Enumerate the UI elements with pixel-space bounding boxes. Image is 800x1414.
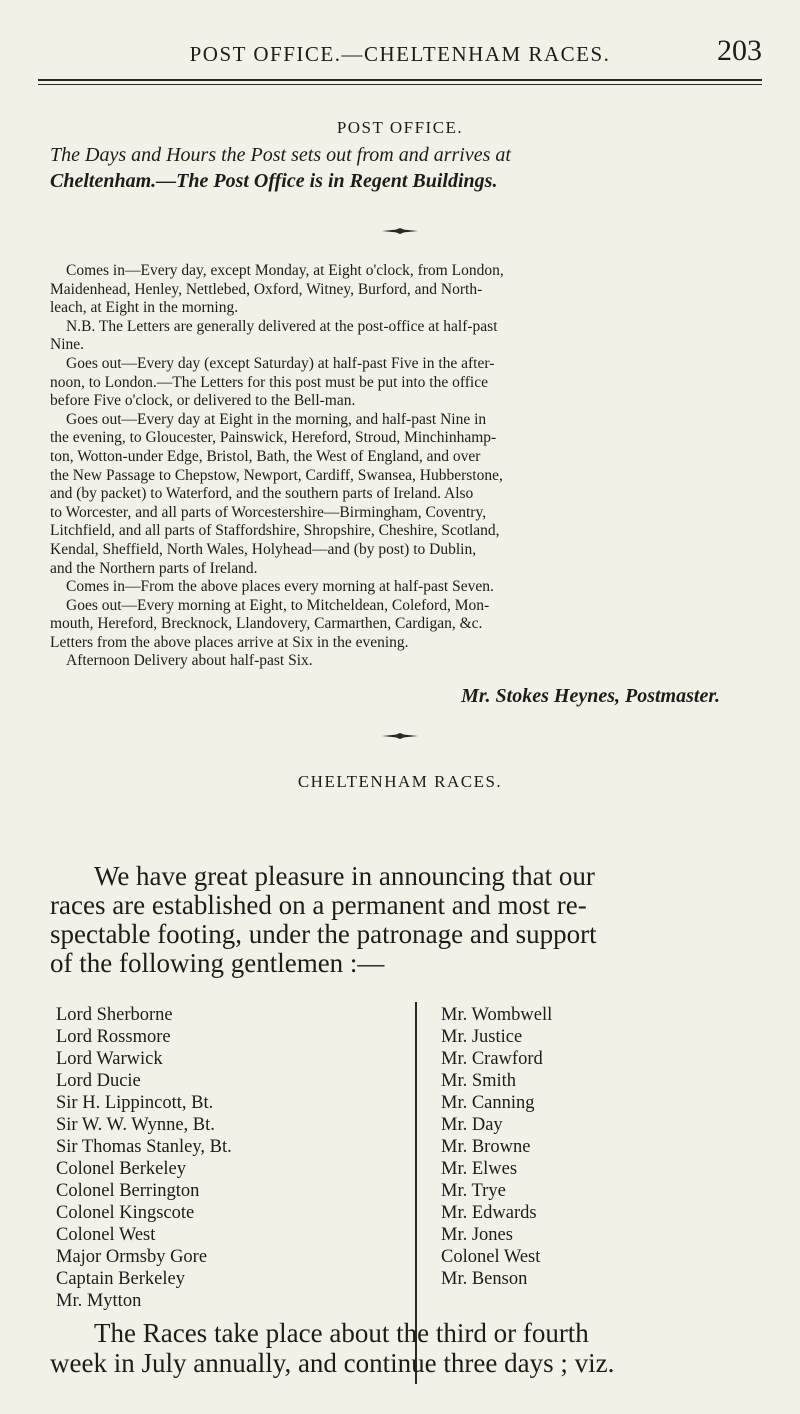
patron-name: Mr. Mytton [56,1291,142,1311]
patron-name: Captain Berkeley [56,1269,185,1289]
patron-name: Mr. Edwards [441,1203,537,1223]
schedule-line: N.B. The Letters are generally delivered at the post-office at half-past [66,317,498,335]
patron-name: Lord Sherborne [56,1005,173,1025]
announcement-line: of the following gentlemen :— [50,948,385,978]
schedule-line: the evening, to Gloucester, Painswick, Hereford, Stroud, Minchinhamp- [50,429,497,447]
patron-name: Colonel Kingscote [56,1203,195,1223]
schedule-line: the New Passage to Chepstow, Newport, Cardiff, Swansea, Hubberstone, [50,466,503,484]
announcement-line: We have great pleasure in announcing that our [94,861,595,891]
patrons-left-column [56,1004,232,1312]
schedule-line: leach, at Eight in the morning. [50,299,239,317]
patron-name: Colonel West [56,1225,156,1245]
schedule-line: Goes out—Every morning at Eight, to Mitcheldean, Coleford, Mon- [66,596,490,614]
schedule-line: and the Northern parts of Ireland. [50,559,258,577]
schedule-line: Kendal, Sheffield, North Wales, Holyhead—and (by post) to Dublin, [50,540,477,558]
patrons-right-column [441,1004,552,1290]
subtitle-line-2: Cheltenham.—The Post Office is in Regent Buildings. [50,170,498,192]
patron-name: Mr. Justice [441,1027,523,1047]
races-announcement [50,862,750,978]
schedule-line: Afternoon Delivery about half-past Six. [66,652,313,670]
post-office-schedule [50,262,750,671]
schedule-line: Maidenhead, Henley, Nettlebed, Oxford, Witney, Burford, and North- [50,280,483,298]
patron-name: Colonel Berkeley [56,1159,186,1179]
patron-name: Sir H. Lippincott, Bt. [56,1093,214,1113]
schedule-line: Nine. [50,336,85,354]
closing-line: week in July annually, and continue three days ; viz. [50,1348,615,1378]
patron-name: Mr. Jones [441,1225,513,1245]
schedule-line: Letters from the above places arrive at Six in the evening. [50,633,409,651]
races-closing-text [50,1318,750,1378]
patron-name: Mr. Browne [441,1137,531,1157]
postmaster-signature: Mr. Stokes Heynes, Postmaster. [461,685,720,707]
patron-name: Mr. Day [441,1115,503,1135]
schedule-line: to Worcester, and all parts of Worcestershire—Birmingham, Coventry, [50,503,487,521]
announcement-line: races are established on a permanent and most re- [50,890,587,920]
patron-name: Sir Thomas Stanley, Bt. [56,1137,232,1157]
races-heading: CHELTENHAM RACES. [297,772,503,791]
page-number: 203 [717,34,762,67]
patron-name: Lord Rossmore [56,1027,171,1047]
schedule-line: Goes out—Every day at Eight in the morning, and half-past Nine in [66,410,487,428]
running-head-title: POST OFFICE.—CHELTENHAM RACES. [189,42,611,66]
patron-name: Lord Ducie [56,1071,141,1091]
patron-name: Mr. Wombwell [441,1005,553,1025]
schedule-line: mouth, Hereford, Brecknock, Llandovery, Carmarthen, Cardigan, &c. [50,615,483,633]
running-head [38,34,762,74]
header-rule [38,79,762,81]
patron-name: Mr. Crawford [441,1049,543,1069]
schedule-line: Comes in—From the above places every morning at half-past Seven. [66,578,494,596]
schedule-line: and (by packet) to Waterford, and the southern parts of Ireland. Also [50,485,474,503]
closing-line: The Races take place about the third or fourth [94,1318,589,1348]
schedule-line: before Five o'clock, or delivered to the Bell-man. [50,392,356,410]
header-rule-thin [38,84,762,85]
ornament-dash [382,733,418,739]
patron-name: Lord Warwick [56,1049,163,1069]
patron-name: Sir W. W. Wynne, Bt. [56,1115,215,1135]
post-office-heading: POST OFFICE. [336,118,464,137]
schedule-line: Comes in—Every day, except Monday, at Eight o'clock, from London, [66,262,504,279]
subtitle-line-1: The Days and Hours the Post sets out from and arrives at [50,144,511,166]
post-office-subtitle [50,142,750,194]
schedule-line: noon, to London.—The Letters for this post must be put into the office [50,373,488,391]
schedule-line: ton, Wotton-under Edge, Bristol, Bath, the West of England, and over [50,447,481,465]
announcement-line: spectable footing, under the patronage and support [50,919,597,949]
patron-name: Colonel Berrington [56,1181,200,1201]
patron-name: Mr. Trye [441,1181,506,1201]
schedule-line: Goes out—Every day (except Saturday) at half-past Five in the after- [66,354,495,372]
schedule-line: Litchfield, and all parts of Staffordshire, Shropshire, Cheshire, Scotland, [50,522,500,540]
patron-name: Major Ormsby Gore [56,1247,208,1267]
patron-name: Mr. Elwes [441,1159,518,1179]
patron-name: Mr. Smith [441,1071,517,1091]
patron-name: Colonel West [441,1247,541,1267]
ornament-dash [382,228,418,234]
patron-name: Mr. Canning [441,1093,535,1113]
patron-name: Mr. Benson [441,1269,528,1289]
